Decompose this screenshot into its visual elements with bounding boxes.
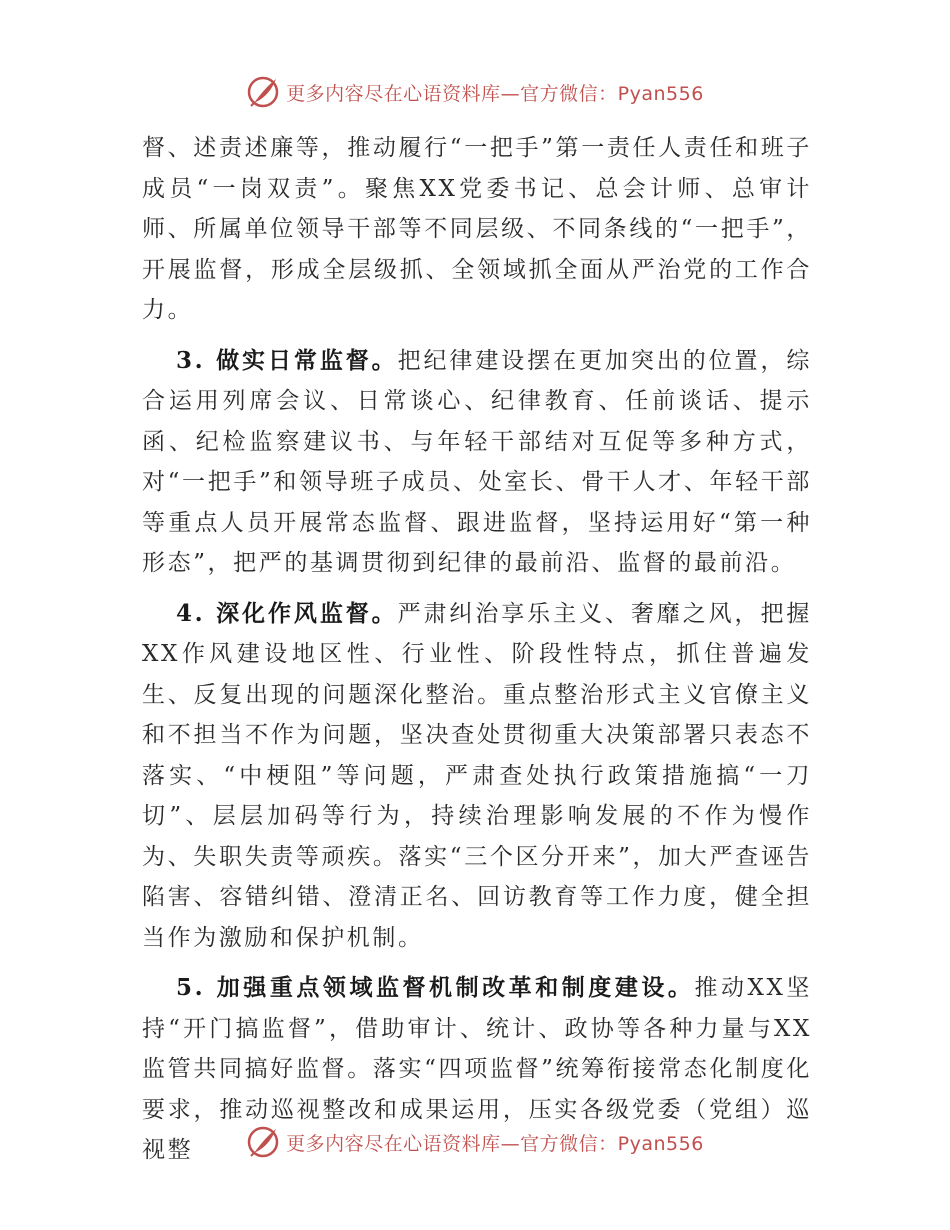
quill-logo-icon bbox=[246, 75, 280, 109]
paragraph-text: 严肃纠治享乐主义、奢靡之风，把握XX作风建设地区性、行业性、阶段性特点，抓住普遍发生、反复出现的问题深化整治。重点整治形式主义官僚主义和不担当不作为问题，坚决查处贯彻重大决策部署只表态不落实、“中梗阻”等问题，严肃查处执行政策措施搞“一刀切”、层层加码等行为，持续治理影响发展的不作为慢作为、失职失责等顽疾。落实“三个区分开来”，加大严查诬告陷害、容错纠错、澄清正名、回访教育等工作力度，健全担当作为激励和保护机制。 bbox=[142, 600, 812, 951]
paragraph-text: 推动XX坚持“开门搞监督”，借助审计、统计、政协等各种力量与XX监管共同搞好监督。落实“四项监督”统筹衔接常态化制度化要求，推动巡视整改和成果运用，压实各级党委（党组）巡视整 bbox=[142, 975, 812, 1163]
paragraph-heading: 3. 做实日常监督。 bbox=[176, 346, 398, 374]
watermark-text: 更多内容尽在心语资料库—官方微信：Pyan556 bbox=[286, 1132, 704, 1155]
paragraph-heading: 5. 加强重点领域监督机制改革和制度建设。 bbox=[176, 974, 695, 1001]
document-body bbox=[142, 128, 812, 1171]
paragraph-continued bbox=[142, 128, 812, 331]
paragraph-text: 把纪律建设摆在更加突出的位置，综合运用列席会议、日常谈心、纪律教育、任前谈话、提示函、纪检监察建议书、与年轻干部结对互促等多种方式，对“一把手”和领导班子成员、处室长、骨干人才、年轻干部等重点人员开展常态监督、跟进监督，坚持运用好“第一种形态”，把严的基调贯彻到纪律的最前沿、监督的最前沿。 bbox=[142, 347, 812, 576]
quill-logo-icon bbox=[246, 1125, 280, 1159]
paragraph-text: 督、述责述廉等，推动履行“一把手”第一责任人责任和班子成员“一岗双责”。聚焦XX党委书记、总会计师、总审计师、所属单位领导干部等不同层级、不同条线的“一把手”，开展监督，形成全层级抓、全领域抓全面从严治党的工作合力。 bbox=[142, 135, 812, 323]
paragraph-heading: 4. 深化作风监督。 bbox=[176, 599, 398, 627]
watermark-text: 更多内容尽在心语资料库—官方微信：Pyan556 bbox=[286, 82, 704, 105]
watermark-header bbox=[0, 72, 950, 112]
paragraph-work-style-supervision bbox=[142, 594, 812, 959]
watermark-footer bbox=[0, 1122, 950, 1162]
paragraph-daily-supervision bbox=[142, 341, 812, 584]
